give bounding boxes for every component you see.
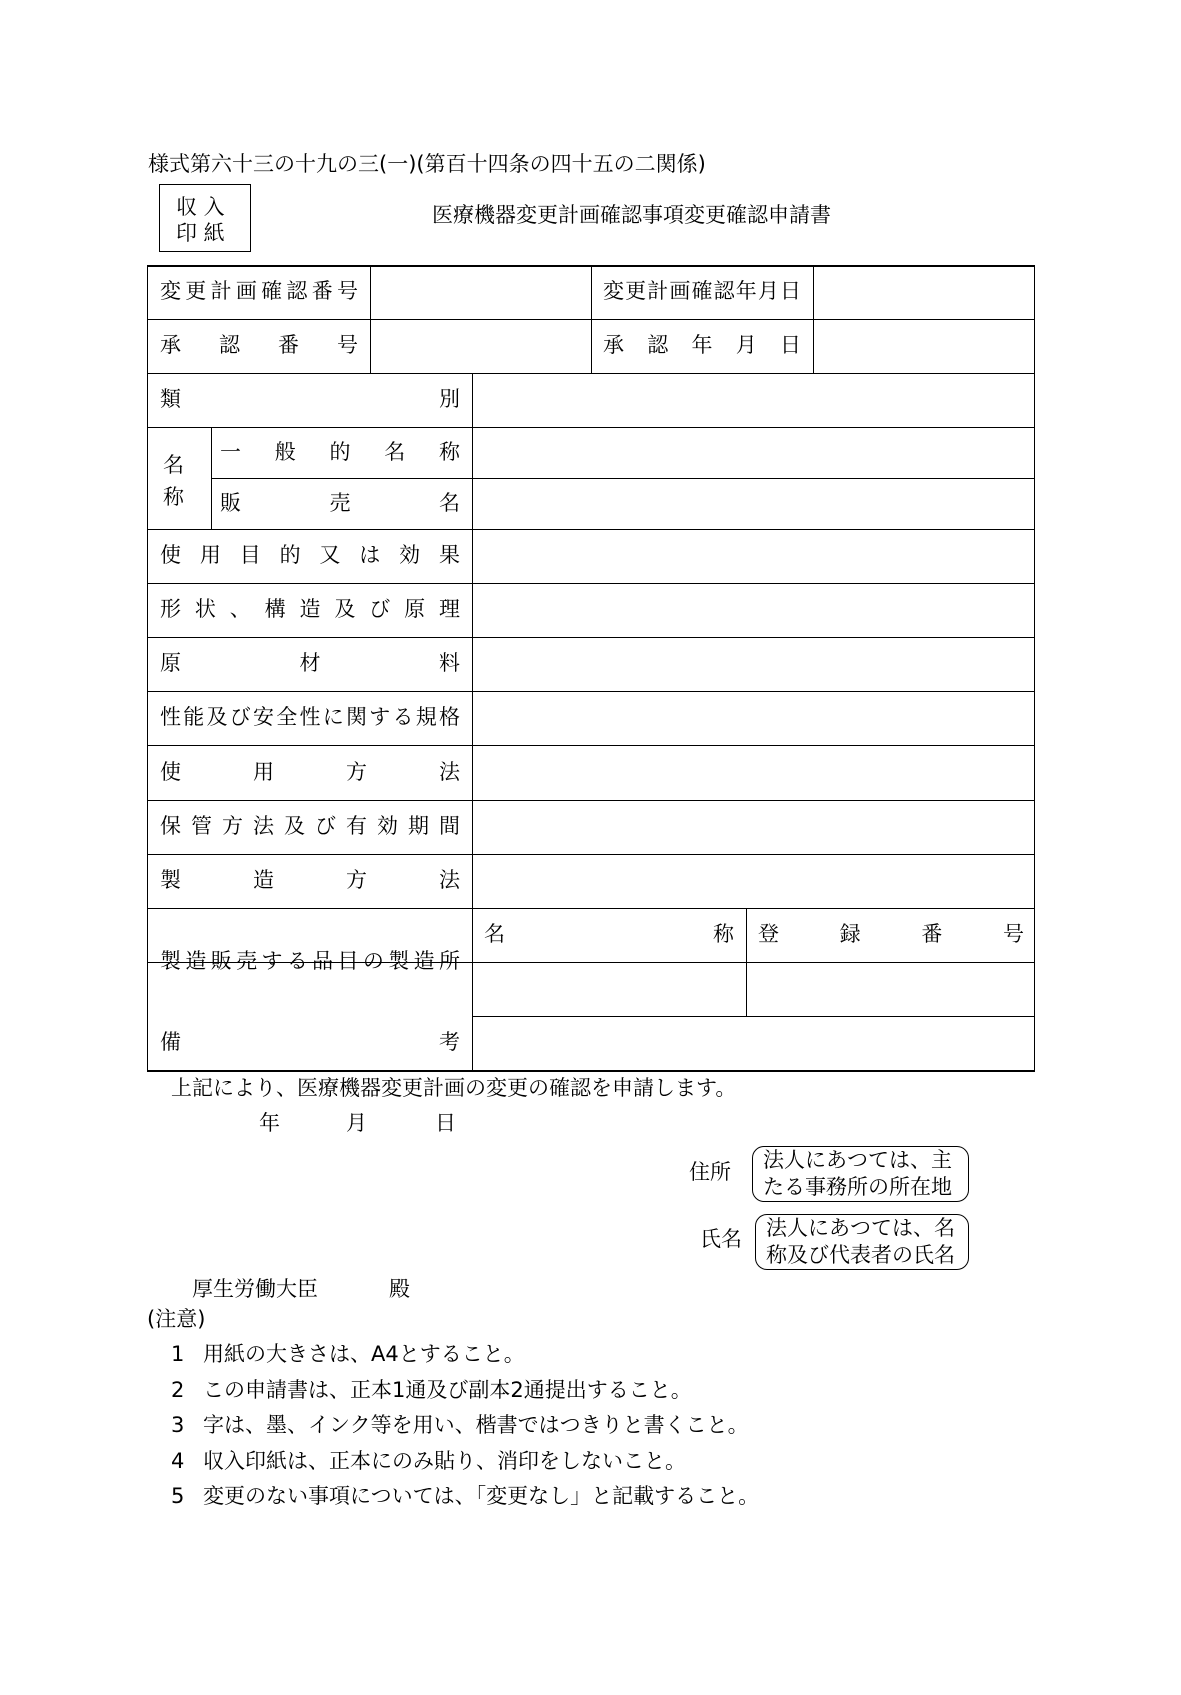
label-category: 類別 — [160, 387, 460, 411]
table-rule — [472, 373, 473, 1070]
value-field[interactable] — [814, 265, 1034, 319]
label-manufacturing-sites: 製造販売する品目の製造所 — [160, 949, 460, 973]
note-text: この申請書は、正本1通及び副本2通提出すること。 — [203, 1378, 692, 1402]
table-rule — [147, 854, 1035, 855]
label-name-group: 名称 — [163, 453, 184, 509]
note-number: 4 — [171, 1449, 185, 1473]
note-number: 2 — [171, 1378, 185, 1402]
label-approval-date: 承認年月日 — [603, 333, 801, 357]
table-rule — [147, 1070, 1035, 1072]
note-text: 字は、墨、インク等を用い、楷書ではつきりと書くこと。 — [203, 1413, 749, 1437]
label-purpose: 使用目的又は効果 — [160, 543, 460, 567]
stamp-line1: 収 入 — [176, 195, 225, 219]
note-text: 用紙の大きさは、A4とすること。 — [203, 1342, 525, 1366]
table-border — [147, 265, 148, 1072]
table-rule — [147, 691, 1035, 692]
label-approval-number: 承認番号 — [160, 333, 358, 357]
value-field[interactable] — [371, 319, 591, 373]
date-month: 月 — [346, 1111, 367, 1135]
label-site-name: 名称 — [484, 922, 734, 946]
label-generic-name: 一般的名称 — [220, 439, 460, 464]
table-rule — [147, 637, 1035, 638]
label-sales-name: 販売名 — [220, 490, 460, 515]
value-field[interactable] — [814, 319, 1034, 373]
table-rule — [591, 265, 592, 373]
label-materials: 原材料 — [160, 651, 460, 675]
label-shape: 形状、構造及び原理 — [160, 597, 460, 621]
date-year: 年 — [259, 1111, 280, 1135]
table-rule — [211, 478, 1035, 479]
label-manufacturing: 製造方法 — [160, 868, 460, 892]
label-storage: 保管方法及び有効期間 — [160, 814, 460, 838]
revenue-stamp-box — [159, 184, 251, 252]
addressee-honorific: 殿 — [389, 1277, 410, 1301]
table-rule — [746, 908, 747, 1016]
label-usage: 使用方法 — [160, 759, 460, 784]
address-label: 住所 — [689, 1160, 731, 1184]
table-rule — [147, 800, 1035, 801]
label-spec: 性能及び安全性に関する規格 — [160, 705, 460, 729]
table-rule — [147, 908, 1035, 909]
value-field[interactable] — [371, 265, 591, 319]
label-change-plan-date: 変更計画確認年月日 — [603, 279, 801, 303]
statement: 上記により、医療機器変更計画の変更の確認を申請します。 — [171, 1076, 737, 1100]
note-text: 収入印紙は、正本にのみ貼り、消印をしないこと。 — [203, 1449, 686, 1473]
addressee: 厚生労働大臣 — [192, 1277, 318, 1301]
note-number: 5 — [171, 1484, 185, 1508]
label-site-registration-number: 登録番号 — [758, 922, 1024, 946]
name-note1: 法人にあつては、名 — [766, 1216, 955, 1240]
date-day: 日 — [435, 1111, 456, 1135]
table-rule — [211, 427, 212, 529]
label-remarks: 備考 — [160, 1030, 460, 1054]
stamp-line2: 印 紙 — [176, 221, 225, 245]
table-border — [1034, 265, 1035, 1072]
note-text: 変更のない事項については、「変更なし」と記載すること。 — [203, 1484, 760, 1508]
table-rule — [147, 427, 1035, 428]
note-number: 3 — [171, 1413, 185, 1437]
table-rule — [147, 583, 1035, 584]
table-rule — [147, 529, 1035, 530]
table-rule — [147, 373, 1035, 374]
note-number: 1 — [171, 1342, 185, 1366]
address-note2: たる事務所の所在地 — [763, 1175, 952, 1199]
form-number: 様式第六十三の十九の三(一)(第百十四条の四十五の二関係) — [148, 152, 706, 176]
label-change-plan-number: 変更計画確認番号 — [160, 279, 358, 303]
table-rule — [472, 1016, 1035, 1017]
name-label: 氏名 — [700, 1227, 742, 1251]
address-note1: 法人にあつては、主 — [763, 1148, 952, 1172]
table-rule — [147, 745, 1035, 746]
notes-heading: (注意) — [147, 1307, 206, 1331]
name-note2: 称及び代表者の氏名 — [766, 1243, 955, 1267]
document-title: 医療機器変更計画確認事項変更確認申請書 — [432, 203, 831, 227]
